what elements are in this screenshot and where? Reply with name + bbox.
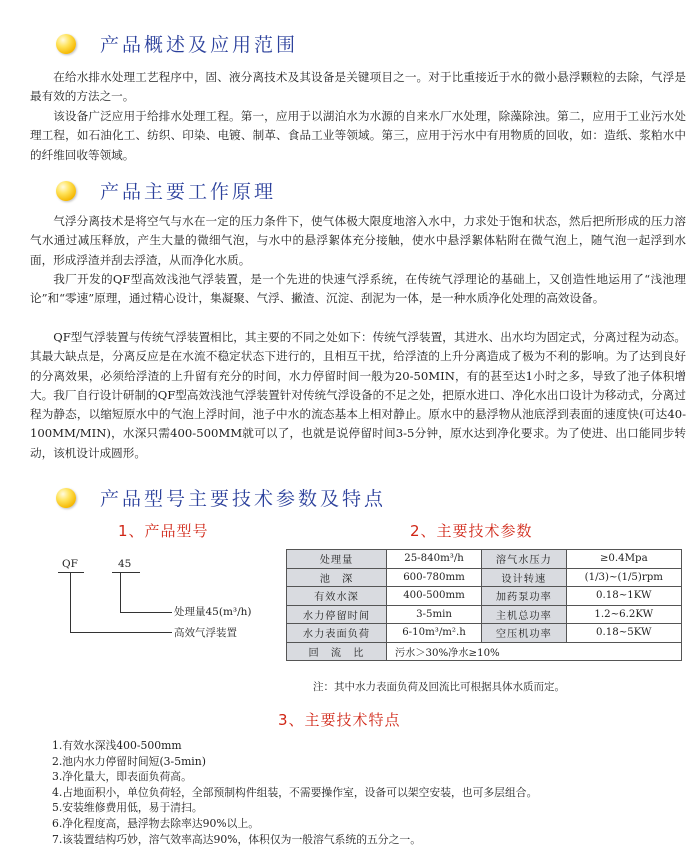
- params-table: [286, 549, 682, 661]
- param-key: 主机总功率: [482, 605, 566, 624]
- param-key: 溶气水压力: [482, 550, 566, 569]
- param-key: 设计转速: [482, 568, 566, 587]
- table-row: [287, 568, 682, 587]
- model-prefix-leader-h: [70, 632, 172, 633]
- table-row: [287, 624, 682, 643]
- param-value: 600-780mm: [386, 568, 481, 587]
- section-title: 产品概述及应用范围: [100, 34, 299, 56]
- principle-paragraph-2: 我厂开发的QF型高效浅池气浮装置，是一个先进的快速气浮系统，在传统气浮理论的基础上，又创造性地运用了“浅池理论”和“零速”原理，通过精心设计，集凝聚、气浮、撇渣、沉淀、刮泥为一体，是一种水质净化处理的高效设备。: [30, 272, 686, 306]
- model-prefix-leader-v: [70, 573, 71, 633]
- list-item: 4.占地面积小，单位负荷轻，全部预制构件组装，不需要操作室，设备可以架空安装，也可多层组合。: [52, 785, 538, 799]
- param-value: 400-500mm: [386, 587, 481, 606]
- param-value: 0.18~1KW: [566, 587, 681, 606]
- list-item: 1.有效水深浅400-500mm: [52, 739, 182, 752]
- param-value: (1/3)~(1/5)rpm: [566, 568, 681, 587]
- params-subtitle: 2、主要技术参数: [410, 522, 533, 540]
- section-header-specs: [56, 484, 386, 511]
- param-key: 水力停留时间: [287, 605, 387, 624]
- param-key: 空压机功率: [482, 624, 566, 643]
- list-item: 5.安装维修费用低，易于清扫。: [52, 801, 203, 815]
- table-row: [287, 605, 682, 624]
- param-key: 处理量: [287, 550, 387, 569]
- param-value: 6-10m³/m².h: [386, 624, 481, 643]
- model-number-underline: [112, 572, 140, 573]
- principle-paragraph-3: QF型气浮装置与传统气浮装置相比，其主要的不同之处如下：传统气浮装置，其进水、出水均为固定式，分离过程为动态。其最大缺点是，分离反应是在水流不稳定状态下进行的，且相互干扰，给浮渣的上升分离造成了极为不利的影响。为了达到良好的分离效果，必须给浮渣的上升留有充分的时间，水力停留时间一般为20-50MIN，有的甚至达1小时之多，导致了池子体积增大。我厂自行设计研制的QF型高效浅池气浮装置针对传统气浮设备的不足之处，把原水进口、净化水出口设计为移动式，分离过程为静态，以缩短原水中的气泡上浮时间，池子中水的流态基本上相对静止。原水中的悬浮物从池底浮到表面的速度快(可达40-100MM/MIN)，水深只需400-500MM就可以了，也就是说停留时间3-5分钟，原水达到净化要求。为了使进、出口能同步转动，该机设计成圆形。: [30, 330, 686, 460]
- list-item: 6.净化程度高，悬浮物去除率达90%以上。: [52, 816, 260, 830]
- model-capacity-label: 处理量45(m³/h): [174, 606, 252, 618]
- bullet-ball-icon: [56, 34, 76, 54]
- model-number-leader-v: [120, 573, 121, 613]
- param-value: 污水＞30%净水≥10%: [386, 642, 681, 661]
- section-title: 产品主要工作原理: [100, 181, 277, 203]
- principle-paragraph-1: 气浮分离技术是将空气与水在一定的压力条件下，使气体极大限度地溶入水中，力求处于饱和状态，然后把所形成的压力溶气水通过减压释放，产生大量的微细气泡，与水中的悬浮絮体充分接触，使水中悬浮絮体粘附在微气泡上，随气泡一起浮到水面，形成浮渣并刮去浮渣，从而净化水质。: [30, 214, 686, 267]
- param-key: 有效水深: [287, 587, 387, 606]
- model-number: 45: [118, 558, 132, 570]
- section-header-principle: [56, 177, 276, 204]
- param-key: 回 流 比: [287, 642, 387, 661]
- section-header-overview: [56, 30, 298, 57]
- param-key: 水力表面负荷: [287, 624, 387, 643]
- model-device-label: 高效气浮装置: [174, 627, 237, 639]
- table-row: [287, 550, 682, 569]
- features-list: [52, 738, 537, 847]
- param-key: 池 深: [287, 568, 387, 587]
- table-row: [287, 587, 682, 606]
- param-value: 1.2~6.2KW: [566, 605, 681, 624]
- param-value: 0.18~5KW: [566, 624, 681, 643]
- table-row: [287, 642, 682, 661]
- param-value: 25-840m³/h: [386, 550, 481, 569]
- model-number-leader-h: [120, 612, 172, 613]
- features-subtitle: 3、主要技术特点: [278, 711, 401, 729]
- model-subtitle: 1、产品型号: [118, 522, 209, 540]
- param-value: 3-5min: [386, 605, 481, 624]
- list-item: 2.池内水力停留时间短(3-5min): [52, 754, 206, 768]
- list-item: 7.该装置结构巧妙，溶气效率高达90%，体积仅为一般溶气系统的五分之一。: [52, 832, 421, 846]
- bullet-ball-icon: [56, 488, 76, 508]
- bullet-ball-icon: [56, 181, 76, 201]
- section-title: 产品型号主要技术参数及特点: [100, 488, 387, 510]
- param-key: 加药泵功率: [482, 587, 566, 606]
- overview-paragraph-2: 该设备广泛应用于给排水处理工程。第一，应用于以湖泊水为水源的自来水厂水处理，除藻除浊。第二，应用于工业污水处理工程，如石油化工、纺织、印染、电镀、制革、食品工业等领域。第三，应用于污水中有用物质的回收，如：造纸、浆粕水中的纤维回收等领域。: [30, 109, 686, 162]
- model-prefix: QF: [62, 558, 78, 570]
- list-item: 3.净化量大，即表面负荷高。: [52, 770, 192, 784]
- model-prefix-underline: [58, 572, 84, 573]
- params-note: 注：其中水力表面负荷及回流比可根据具体水质而定。: [313, 681, 565, 693]
- overview-paragraph-1: 在给水排水处理工艺程序中，固、液分离技术及其设备是关键项目之一。对于比重接近于水的微小悬浮颗粒的去除，气浮是最有效的方法之一。: [30, 70, 686, 104]
- param-value: ≥0.4Mpa: [566, 550, 681, 569]
